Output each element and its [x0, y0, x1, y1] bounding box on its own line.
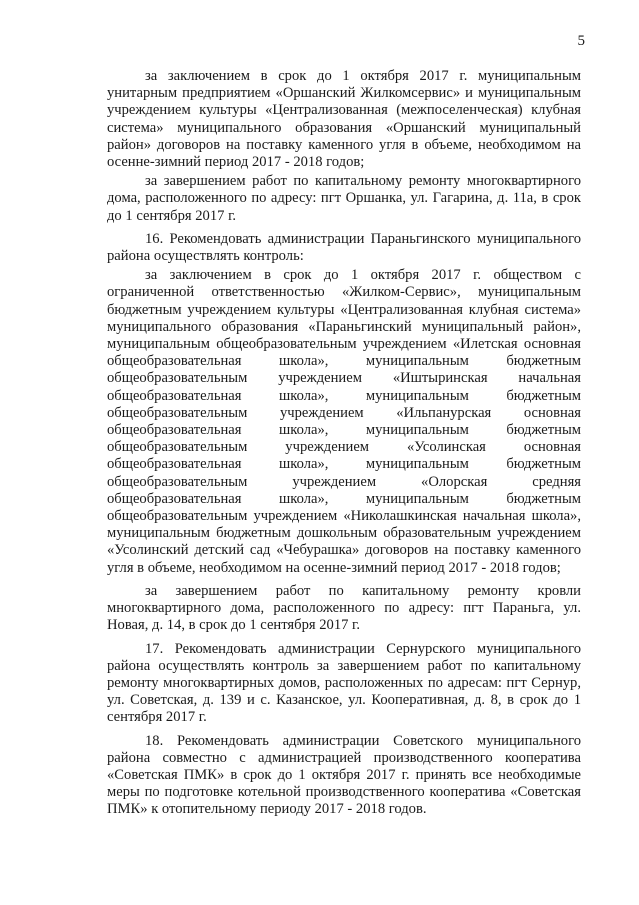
document-body: [107, 68, 581, 819]
paragraph-coal-contracts-orshanka: за заключением в срок до 1 октября 2017 г. муниципальным унитарным предприятием «Оршанский Жилкомсервис» и муниципальным учреждением культуры «Централизованная (межпоселенческая) клубная система» муниципального образования «Оршанский муниципальный район» договоров на поставку каменного угля в объеме, необходимом на осенне-зимний период 2017 - 2018 годов;: [107, 68, 581, 171]
page-number: 5: [577, 33, 585, 49]
paragraph-repair-orshanka: за завершением работ по капитальному ремонту многоквартирного дома, расположенного по адресу: пгт Оршанка, ул. Гагарина, д. 11а, в срок до 1 сентября 2017 г.: [107, 173, 581, 224]
paragraph-item-18: 18. Рекомендовать администрации Советского муниципального района совместно с администрацией производственного кооператива «Советская ПМК» в срок до 1 октября 2017 г. принять все необходимые меры по подготовке котельной производственного кооператива «Советская ПМК» к отопительному периоду 2017 - 2018 годов.: [107, 732, 581, 818]
paragraph-coal-contracts-paranga: за заключением в срок до 1 октября 2017 г. обществом с ограниченной ответственностью «Жилком-Сервис», муниципальным бюджетным учреждением культуры «Централизованная клубная система» муниципального образования «Параньгинский муниципальный район», муниципальным общеобразовательным учреждением «Илетская основная общеобразовательная школа», муниципальным бюджетным общеобразовательным учреждением «Иштыринская начальная общеобразовательная школа», муниципальным бюджетным общеобразовательным учреждением «Ильпанурская основная общеобразовательная школа», муниципальным бюджетным общеобразовательным учреждением «Усолинская основная общеобразовательная школа», муниципальным бюджетным общеобразовательным учреждением «Олорская средняя общеобразовательная школа», муниципальным бюджетным общеобразовательным учреждением «Николашкинская начальная школа», муниципальным бюджетным дошкольным образовательным учреждением «Усолинский детский сад «Чебурашка» договоров на поставку каменного угля в объеме, необходимом на осенне-зимний период 2017 - 2018 годов;: [107, 267, 581, 576]
paragraph-item-17: 17. Рекомендовать администрации Сернурского муниципального района осуществлять контроль за завершением работ по капитальному ремонту многоквартирных домов, расположенных по адресам: пгт Сернур, ул. Советская, д. 139 и с. Казанское, ул. Кооперативная, д. 8, в срок до 1 сентября 2017 г.: [107, 640, 581, 726]
paragraph-item-16: 16. Рекомендовать администрации Параньгинского муниципального района осуществлять контроль:: [107, 230, 581, 265]
paragraph-roof-repair-paranga: за завершением работ по капитальному ремонту кровли многоквартирного дома, расположенного по адресу: пгт Параньга, ул. Новая, д. 14, в срок до 1 сентября 2017 г.: [107, 582, 581, 634]
